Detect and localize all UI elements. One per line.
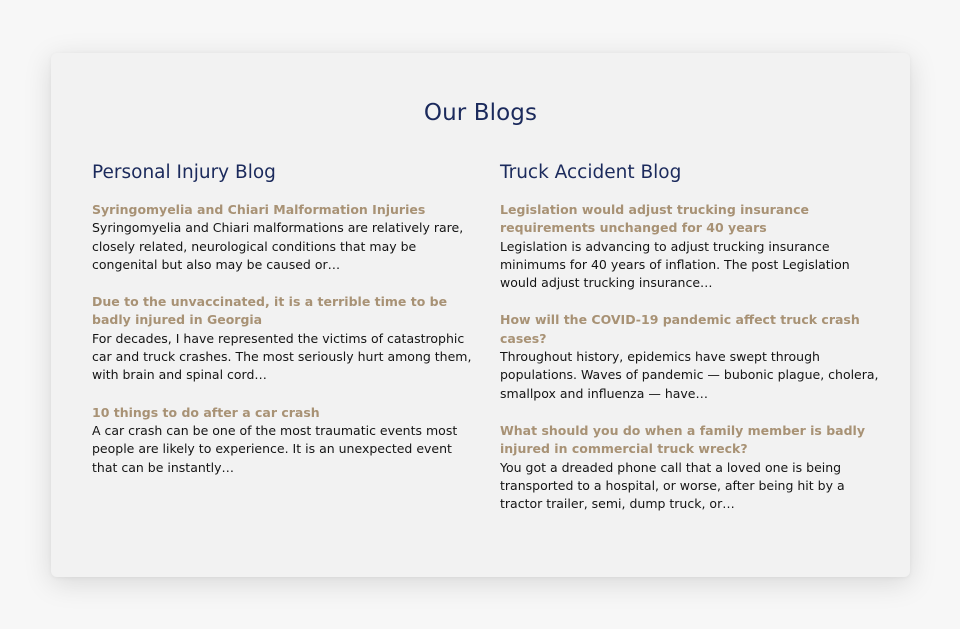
blog-post bbox=[500, 311, 880, 402]
post-title-link[interactable]: 10 things to do after a car crash bbox=[92, 404, 320, 420]
truck-accident-blog-column bbox=[500, 161, 880, 532]
section-heading: Our Blogs bbox=[423, 100, 538, 126]
column-title: Truck Accident Blog bbox=[500, 162, 682, 183]
blog-post bbox=[92, 293, 472, 384]
post-title-link[interactable]: How will the COVID-19 pandemic affect truck crash cases? bbox=[500, 312, 860, 346]
post-title-link[interactable]: Legislation would adjust trucking insurance requirements unchanged for 40 years bbox=[500, 202, 810, 236]
post-excerpt: A car crash can be one of the most traumatic events most people are likely to experience. It is an unexpected event that can be instantly… bbox=[92, 422, 458, 475]
post-excerpt: Throughout history, epidemics have swept through populations. Waves of pandemic — bubonic plague, cholera, smallpox and influenza — have… bbox=[500, 349, 879, 401]
post-title-link[interactable]: Due to the unvaccinated, it is a terrible time to be badly injured in Georgia bbox=[92, 294, 448, 328]
post-excerpt: Syringomyelia and Chiari malformations are relatively rare, closely related, neurological conditions that may be congenital but also may be caused or… bbox=[92, 220, 464, 272]
post-excerpt: You got a dreaded phone call that a loved one is being transported to a hospital, or worse, after being hit by a tractor trailer, semi, dump truck, or… bbox=[500, 459, 845, 512]
post-excerpt: Legislation is advancing to adjust trucking insurance minimums for 40 years of inflation. The post Legislation would adjust trucking insurance… bbox=[500, 238, 850, 291]
blog-post bbox=[92, 201, 472, 274]
personal-injury-blog-column bbox=[92, 161, 472, 496]
blog-post bbox=[92, 404, 472, 477]
blog-post bbox=[500, 422, 880, 513]
column-title: Personal Injury Blog bbox=[92, 162, 276, 183]
post-title-link[interactable]: What should you do when a family member is badly injured in commercial truck wreck? bbox=[500, 422, 865, 457]
post-title-link[interactable]: Syringomyelia and Chiari Malformation Injuries bbox=[92, 202, 426, 217]
blog-post bbox=[500, 201, 880, 292]
blogs-card bbox=[51, 53, 910, 577]
post-excerpt: For decades, I have represented the victims of catastrophic car and truck crashes. The most seriously hurt among them, with brain and spinal cord… bbox=[92, 330, 472, 383]
